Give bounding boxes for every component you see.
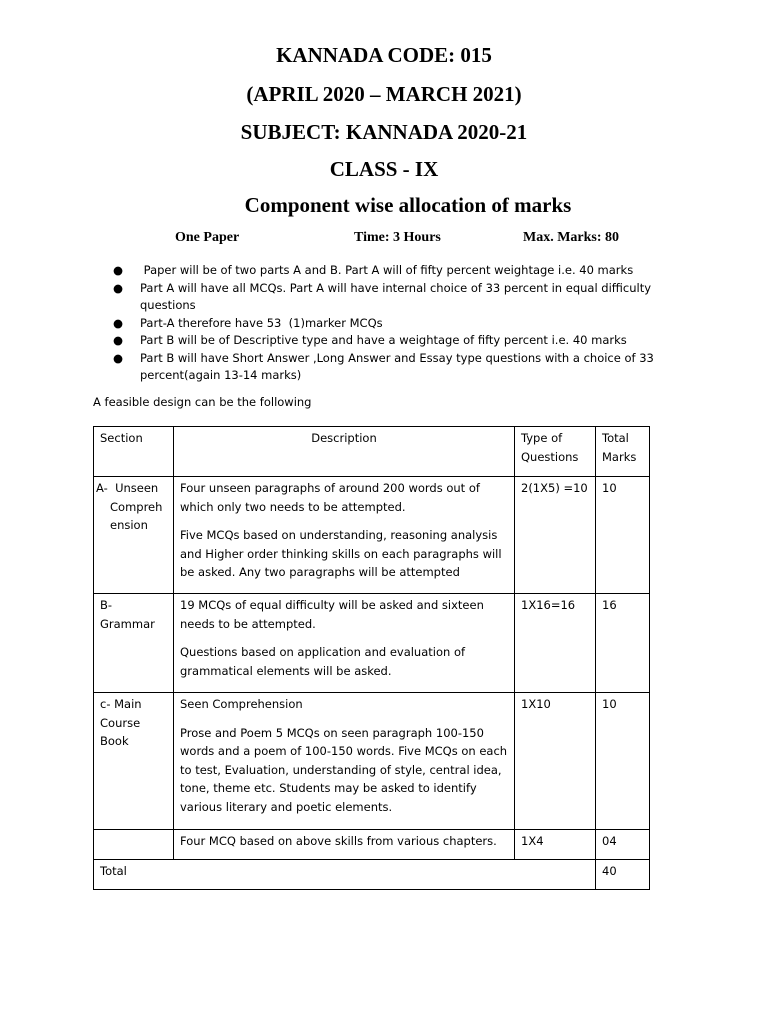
description-text: 19 MCQs of equal difficulty will be asked and sixteen needs to be attempted. <box>180 598 484 631</box>
table-row <box>94 594 650 693</box>
heading-code: KANNADA CODE: 015 <box>276 43 492 67</box>
marks-cell: 10 <box>596 477 650 594</box>
table-row <box>94 477 650 594</box>
bullet-dot: ● <box>113 263 124 277</box>
bullet-item <box>113 262 673 280</box>
lead-text: A feasible design can be the following <box>93 395 312 409</box>
bullet-text: Part B will be of Descriptive type and have a weightage of fifty percent i.e. 40 marks <box>140 333 627 347</box>
total-label: Total <box>94 860 596 890</box>
bullet-dot: ● <box>113 333 124 347</box>
heading-session: (APRIL 2020 – MARCH 2021) <box>246 82 522 106</box>
table-row <box>94 830 650 860</box>
table-header-row <box>94 427 650 477</box>
description-cell <box>174 594 515 693</box>
type-cell: 1X16=16 <box>515 594 596 693</box>
section-label: Book <box>100 734 129 748</box>
heading-class: CLASS - IX <box>329 157 439 181</box>
header-type: Type of Questions <box>515 427 596 477</box>
section-label: B- <box>100 598 113 612</box>
description-cell <box>174 693 515 830</box>
bullet-dot: ● <box>113 315 124 330</box>
marks-cell: 10 <box>596 693 650 830</box>
bullet-text: Paper will be of two parts A and B. Part A will of fifty percent weightage i.e. 40 marks <box>140 263 634 277</box>
header-description: Description <box>174 427 515 477</box>
table-row <box>94 693 650 830</box>
meta-time: Time: 3 Hours <box>354 230 441 245</box>
section-label: Course <box>100 715 141 730</box>
bullet-dot: ● <box>113 280 124 295</box>
description-text: Questions based on application and evaluation of grammatical elements will be asked. <box>180 645 466 678</box>
type-cell: 2(1X5) =10 <box>515 477 596 594</box>
bullet-item <box>113 280 673 315</box>
description-text: Four unseen paragraphs of around 200 words out of which only two needs to be attempted. <box>180 481 480 514</box>
header-total: Total Marks <box>596 427 650 477</box>
description-text: Prose and Poem 5 MCQs on seen paragraph 100-150 words and a poem of 100-150 words. Five MCQs on each to test, Evaluation, understanding of style, central idea, tone, theme etc. Students may be asked to identify various literary and poetic elements. <box>180 725 508 814</box>
description-text: Four MCQ based on above skills from various chapters. <box>180 834 497 848</box>
heading-subject: SUBJECT: KANNADA 2020-21 <box>240 120 528 144</box>
bullet-text: Part-A therefore have 53 (1)marker MCQs <box>140 315 383 330</box>
bullet-item <box>113 332 673 350</box>
bullet-dot: ● <box>113 350 124 365</box>
section-cell <box>94 477 174 594</box>
table-total-row <box>94 860 650 890</box>
marks-table <box>93 426 650 890</box>
section-label: A- Unseen <box>96 481 159 495</box>
type-cell: 1X4 <box>515 830 596 860</box>
description-cell <box>174 477 515 594</box>
section-label: Grammar <box>100 616 155 631</box>
bullet-text: Part B will have Short Answer ,Long Answer and Essay type questions with a choice of 33 percent(again 13-14 marks) <box>140 350 654 382</box>
section-cell <box>94 693 174 830</box>
bullet-text: Part A will have all MCQs. Part A will have internal choice of 33 percent in equal difficulty questions <box>140 280 652 312</box>
description-text: Seen Comprehension <box>180 697 303 711</box>
section-cell <box>94 830 174 860</box>
description-cell <box>174 830 515 860</box>
section-label: ension <box>110 518 148 532</box>
section-cell <box>94 594 174 693</box>
marks-cell: 16 <box>596 594 650 693</box>
section-label: c- Main <box>100 697 142 711</box>
section-label: Compreh <box>110 499 163 514</box>
bullet-item <box>113 350 673 385</box>
bullet-item <box>113 315 673 333</box>
header-section: Section <box>94 427 174 477</box>
total-marks: 40 <box>596 860 650 890</box>
meta-max-marks: Max. Marks: 80 <box>523 230 620 245</box>
marks-cell: 04 <box>596 830 650 860</box>
type-cell: 1X10 <box>515 693 596 830</box>
meta-paper: One Paper <box>175 230 240 245</box>
heading-allocation: Component wise allocation of marks <box>244 193 572 217</box>
bullet-list <box>113 262 673 385</box>
description-text: Five MCQs based on understanding, reasoning analysis and Higher order thinking skills on each paragraphs will be asked. Any two paragraphs will be attempted <box>180 528 502 579</box>
